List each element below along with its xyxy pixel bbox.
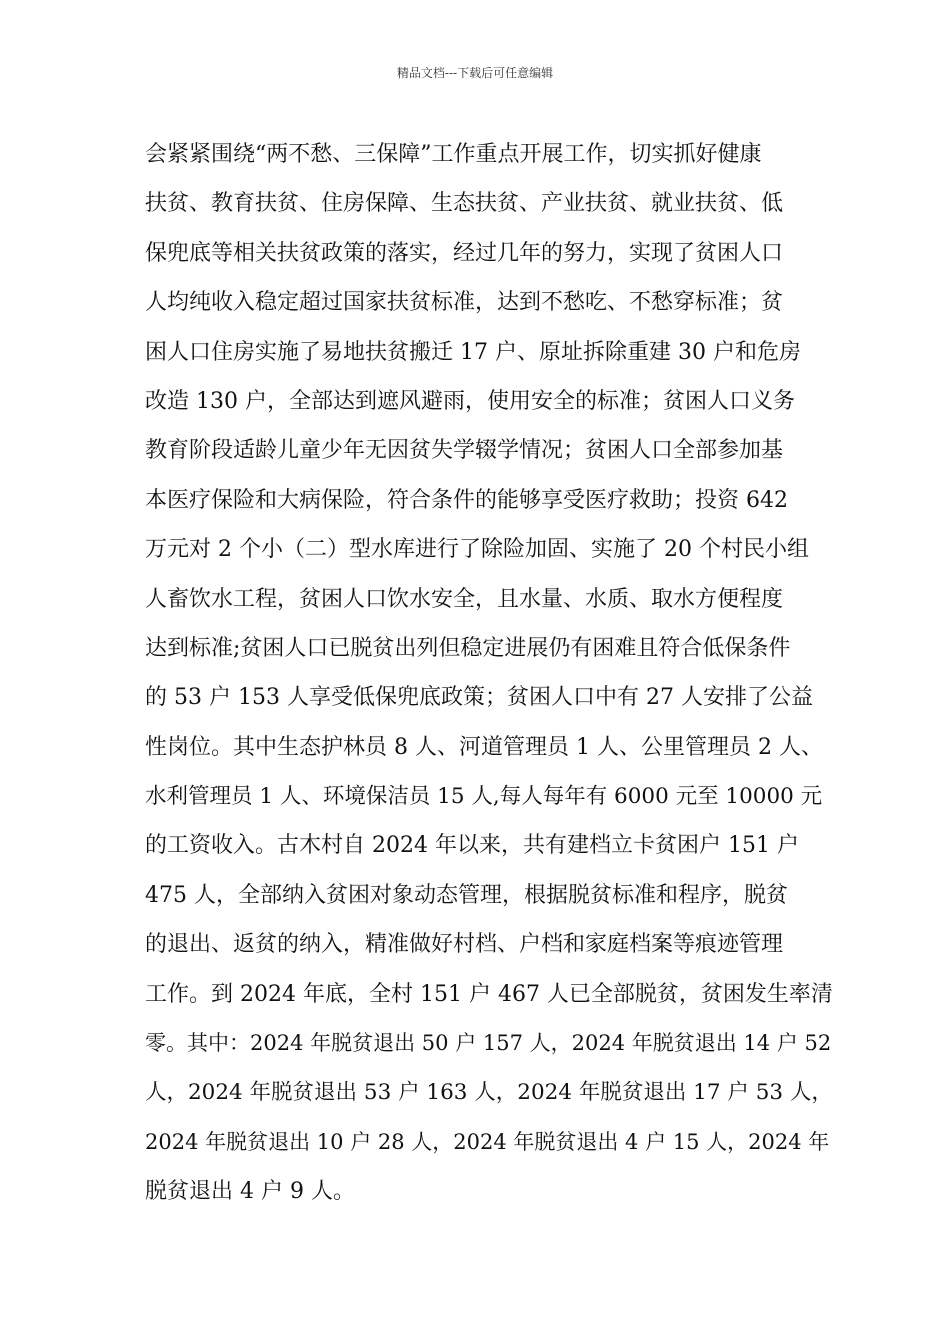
text-line: 2024 年脱贫退出 10 户 28 人，2024 年脱贫退出 4 户 15 人，2024 年 <box>145 1129 830 1154</box>
body-text <box>145 130 833 1217</box>
page-header: 精品文档---下载后可任意编辑 <box>396 66 554 80</box>
text-line: 人均纯收入稳定超过国家扶贫标准，达到不愁吃、不愁穿标准；贫 <box>145 290 784 316</box>
text-line: 本医疗保险和大病保险，符合条件的能够享受医疗救助；投资 642 <box>145 487 788 513</box>
text-line: 教育阶段适龄儿童少年无因贫失学辍学情况；贫困人口全部参加基 <box>145 438 784 464</box>
text-line: 水利管理员 1 人、环境保洁员 15 人,每人每年有 6000 元至 10000 元 <box>145 784 823 810</box>
text-line: 的工资收入。古木村自 2024 年以来，共有建档立卡贫困户 151 户 <box>145 833 799 859</box>
text-line: 困人口住房实施了易地扶贫搬迁 17 户、原址拆除重建 30 户和危房 <box>145 339 801 365</box>
text-line: 扶贫、教育扶贫、住房保障、生态扶贫、产业扶贫、就业扶贫、低 <box>145 191 784 217</box>
text-line: 人畜饮水工程，贫困人口饮水安全，且水量、水质、取水方便程度 <box>145 586 784 612</box>
text-line: 改造 130 户，全部达到遮风避雨，使用安全的标准；贫困人口义务 <box>145 388 795 414</box>
text-line: 脱贫退出 4 户 9 人。 <box>145 1179 355 1205</box>
text-line: 万元对 2 个小（二）型水库进行了除险加固、实施了 20 个村民小组 <box>145 537 809 563</box>
text-line: 达到标准;贫困人口已脱贫出列但稳定进展仍有困难且符合低保条件 <box>145 635 791 661</box>
text-line: 性岗位。其中生态护林员 8 人、河道管理员 1 人、公里管理员 2 人、 <box>145 734 823 760</box>
text-line: 的 53 户 153 人享受低保兜底政策；贫困人口中有 27 人安排了公益 <box>145 685 813 711</box>
text-line: 保兜底等相关扶贫政策的落实，经过几年的努力，实现了贫困人口 <box>145 240 784 266</box>
text-line: 工作。到 2024 年底，全村 151 户 467 人已全部脱贫，贫困发生率清 <box>145 981 833 1007</box>
text-line: 475 人，全部纳入贫困对象动态管理，根据脱贫标准和程序，脱贫 <box>145 882 788 908</box>
text-line: 人，2024 年脱贫退出 53 户 163 人，2024 年脱贫退出 17 户 53 人， <box>145 1080 833 1106</box>
text-line: 会紧紧围绕“两不愁、三保障”工作重点开展工作，切实抓好健康 <box>145 142 762 167</box>
text-line: 零。其中：2024 年脱贫退出 50 户 157 人，2024 年脱贫退出 14 户 52 <box>145 1031 832 1056</box>
text-line: 的退出、返贫的纳入，精准做好村档、户档和家庭档案等痕迹管理 <box>145 932 784 958</box>
